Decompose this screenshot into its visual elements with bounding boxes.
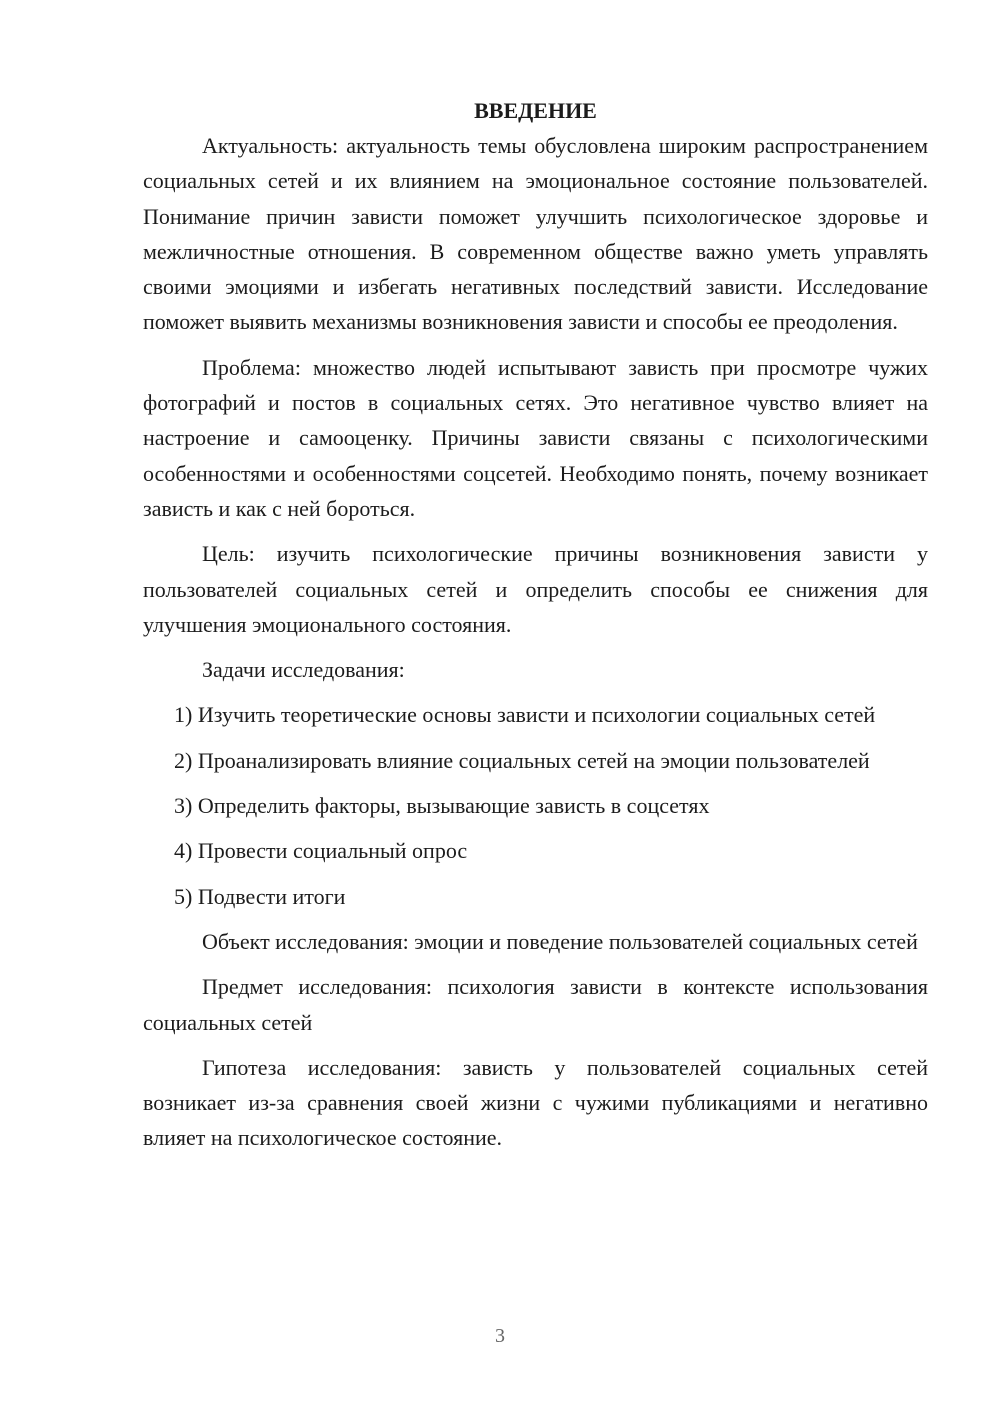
task-item: 3) Определить факторы, вызывающие зависть в соцсетях [174, 793, 710, 819]
task-item: 4) Провести социальный опрос [174, 838, 468, 864]
task-item: 2) Проанализировать влияние социальных сетей на эмоции пользователей [174, 747, 870, 773]
relevance-paragraph: Актуальность: актуальность темы обусловлена широким распространением социальных сетей и их влиянием на эмоциональное состояние пользователей. Понимание причин зависти поможет улучшить психологическое здоровье и межличностные отношения. В современном обществе важно уметь управлять своими эмоциями и избегать негативных последствий зависти. Исследование поможет выявить механизмы возникновения зависти и способы ее преодоления. [143, 133, 928, 335]
goal-paragraph: Цель: изучить психологические причины возникновения зависти у пользователей социальных сетей и определить способы ее снижения для улучшения эмоционального состояния. [143, 541, 928, 637]
object-paragraph: Объект исследования: эмоции и поведение пользователей социальных сетей [202, 928, 918, 954]
tasks-list [143, 697, 928, 913]
task-item: 1) Изучить теоретические основы зависти и психологии социальных сетей [174, 702, 876, 728]
document-page [143, 94, 928, 1166]
hypothesis-paragraph: Гипотеза исследования: зависть у пользователей социальных сетей возникает из-за сравнения своей жизни с чужими публикациями и негативно влияет на психологическое состояние. [143, 1054, 928, 1151]
task-item: 5) Подвести итоги [174, 883, 346, 909]
page-title: ВВЕДЕНИЕ [474, 98, 597, 123]
page-number: 3 [495, 1325, 505, 1347]
tasks-heading: Задачи исследования: [202, 657, 405, 683]
subject-paragraph: Предмет исследования: психология зависти в контексте использования социальных сетей [143, 974, 928, 1035]
problem-paragraph: Проблема: множество людей испытывают зависть при просмотре чужих фотографий и постов в социальных сетях. Это негативное чувство влияет на настроение и самооценку. Причины зависти связаны с психологическими особенностями и особенностями соцсетей. Необходимо понять, почему возникает зависть и как с ней бороться. [143, 354, 928, 521]
